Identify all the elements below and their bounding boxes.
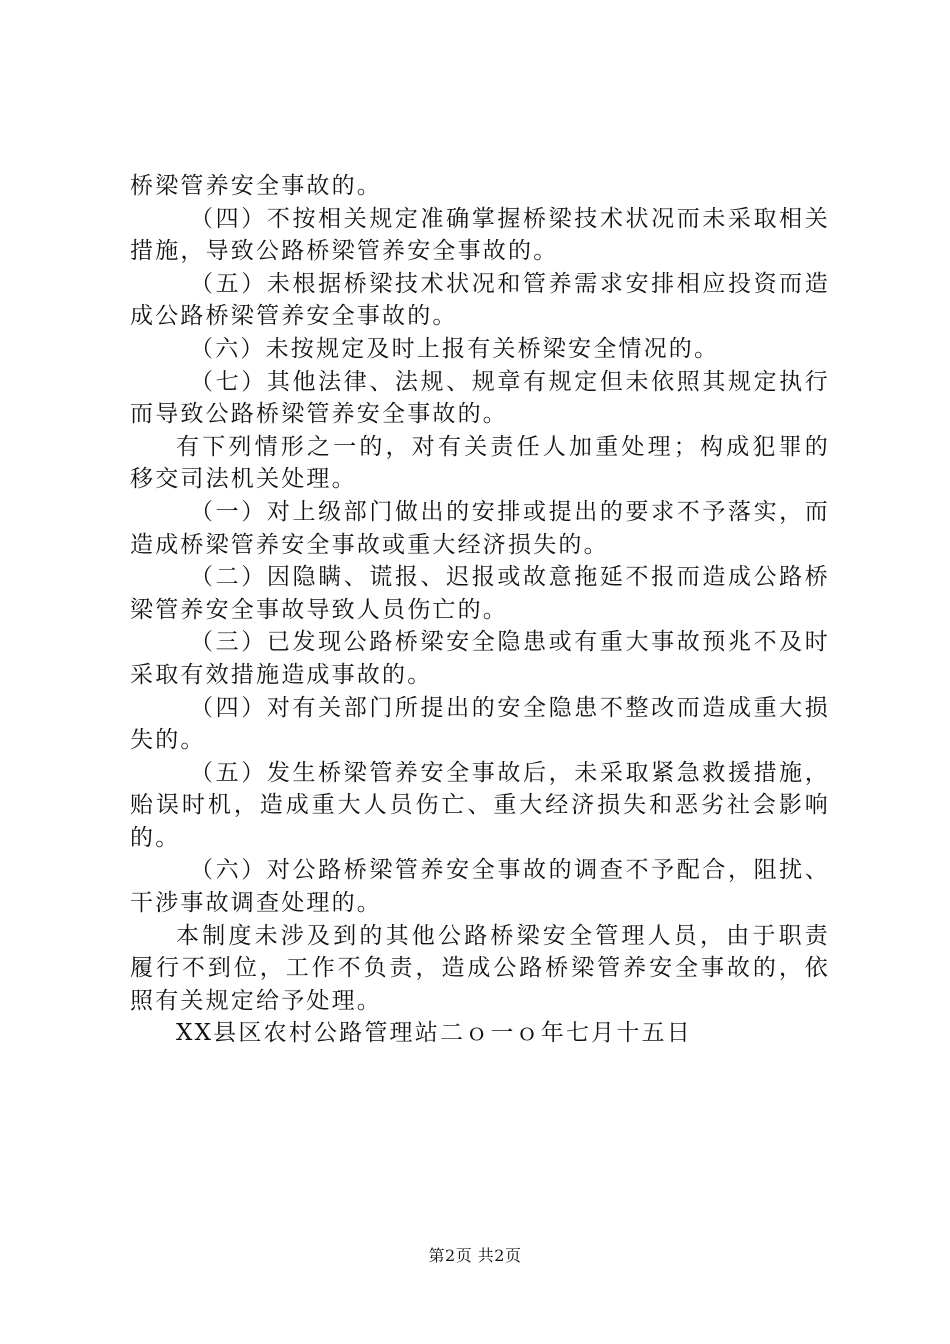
paragraph-heavier-item-1: （一）对上级部门做出的安排或提出的要求不予落实，而造成桥梁管养安全事故或重大经济损失的。 [130,498,830,558]
paragraph-heavier-item-4: （四）对有关部门所提出的安全隐患不整改而造成重大损失的。 [130,694,830,754]
paragraph-heavier-item-5: （五）发生桥梁管养安全事故后，未采取紧急救援措施，贻误时机，造成重大人员伤亡、重大经济损失和恶劣社会影响的。 [130,759,830,851]
page-number-footer: 第2页 共2页 [428,1246,522,1265]
document-body [130,170,830,1050]
signature-date-line: XX县区农村公路管理站二ｏ一ｏ年七月十五日 [176,1020,692,1047]
paragraph-heavier-handling: 有下列情形之一的，对有关责任人加重处理；构成犯罪的移交司法机关处理。 [130,433,830,493]
paragraph-item-4: （四）不按相关规定准确掌握桥梁技术状况而未采取相关措施，导致公路桥梁管养安全事故的。 [130,205,830,265]
paragraph-closing: 本制度未涉及到的其他公路桥梁安全管理人员，由于职责履行不到位，工作不负责，造成公路桥梁管养安全事故的，依照有关规定给予处理。 [130,922,830,1014]
paragraph-heavier-item-6: （六）对公路桥梁管养安全事故的调查不予配合，阻扰、干涉事故调查处理的。 [130,857,830,917]
paragraph-item-6: （六）未按规定及时上报有关桥梁安全情况的。 [190,335,720,362]
paragraph-continued: 桥梁管养安全事故的。 [130,173,382,199]
paragraph-heavier-item-3: （三）已发现公路桥梁安全隐患或有重大事故预兆不及时采取有效措施造成事故的。 [130,629,830,688]
paragraph-item-7: （七）其他法律、法规、规章有规定但未依照其规定执行而导致公路桥梁管养安全事故的。 [130,368,830,428]
paragraph-item-5: （五）未根据桥梁技术状况和管养需求安排相应投资而造成公路桥梁管养安全事故的。 [130,270,830,330]
paragraph-heavier-item-2: （二）因隐瞒、谎报、迟报或故意拖延不报而造成公路桥梁管养安全事故导致人员伤亡的。 [130,564,830,623]
